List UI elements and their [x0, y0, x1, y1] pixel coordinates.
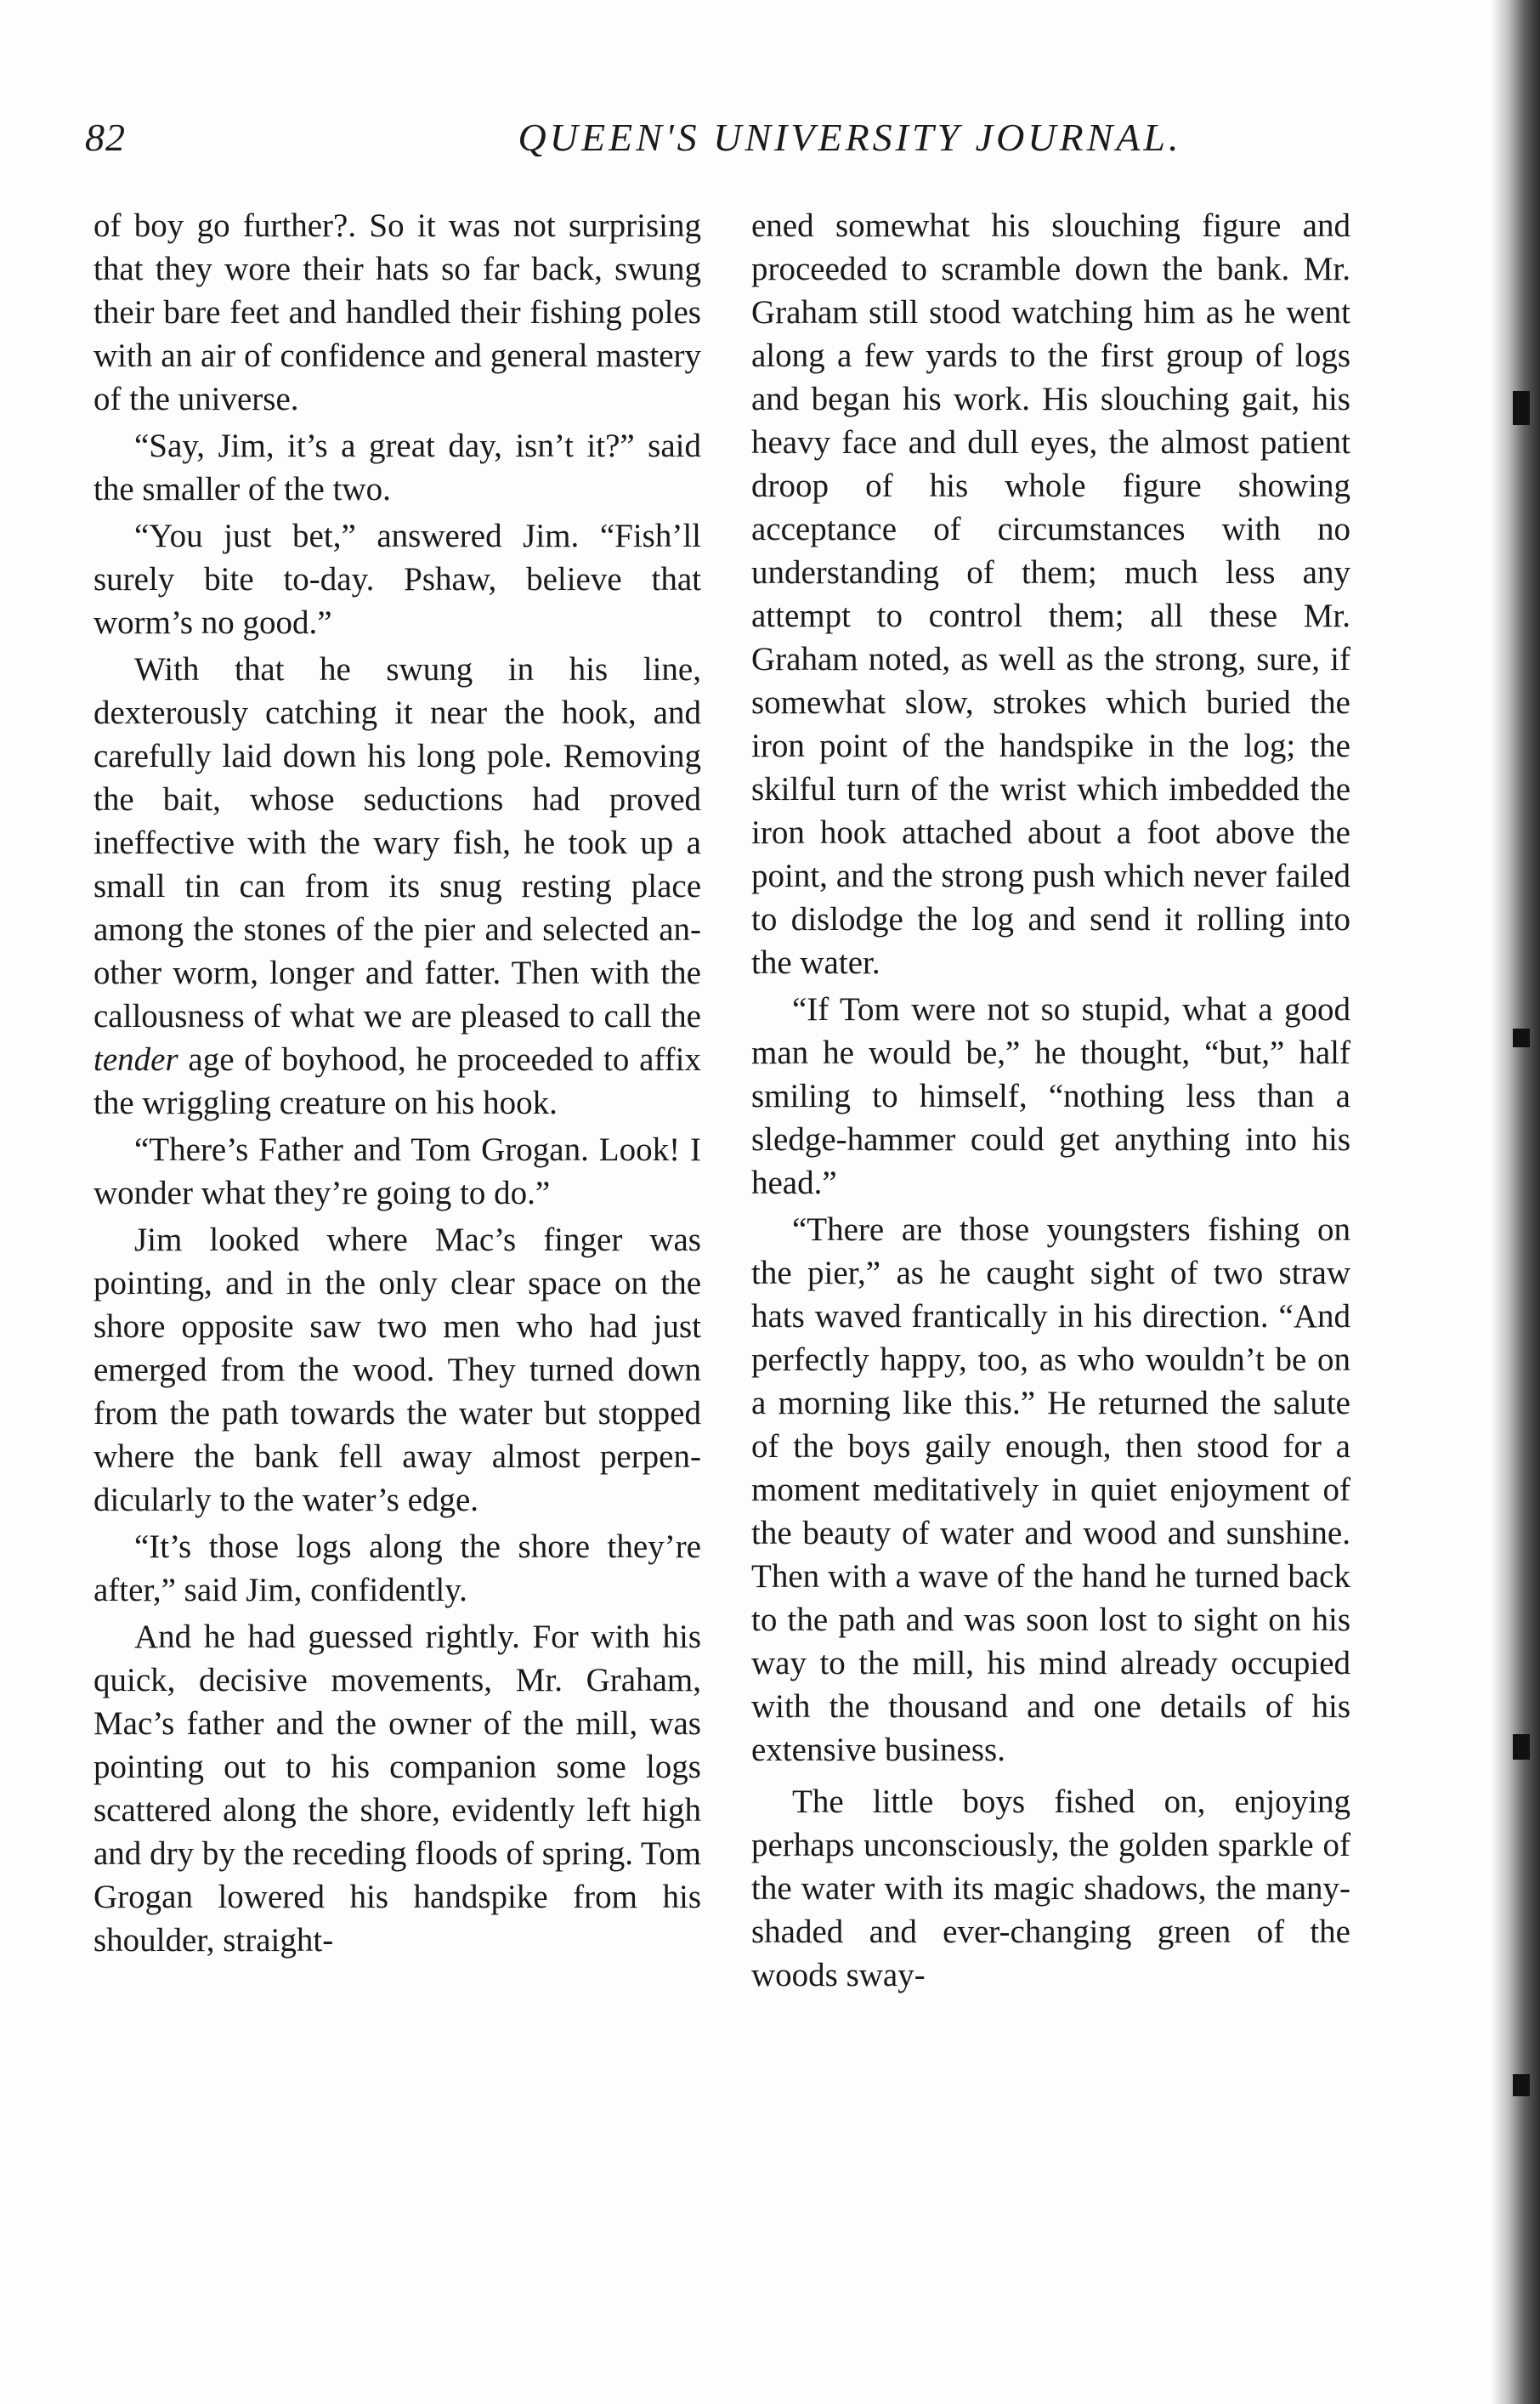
- paragraph: “There’s Father and Tom Grogan. Look! I wonder what they’re going to do.”: [93, 1131, 701, 1211]
- binding-mark: [1513, 1734, 1530, 1760]
- page-number: 82: [85, 116, 126, 159]
- paragraph: And he had guessed rightly. For with his quick, decisive movements, Mr. Graham, Mac’s father and the owner of the mill, was pointing out to his companion some logs scattered along the shore, evidently left high and dry by the receding floods of spring. Tom Grogan lowered his handspike from his shoulder, straight-: [93, 1619, 701, 1959]
- emphasis-text: tender: [93, 1041, 178, 1078]
- paragraph-text: age of boyhood, he proceeded to affix the wriggling creature on his hook.: [93, 1041, 701, 1121]
- binding-mark: [1513, 2074, 1530, 2096]
- page-header: [85, 115, 1360, 174]
- binding-shadow: [1491, 0, 1540, 2404]
- binding-mark: [1513, 391, 1530, 425]
- page-binding-edge: [1464, 0, 1540, 2404]
- left-column: [93, 204, 701, 1965]
- right-column: [751, 204, 1350, 2000]
- paragraph: “Say, Jim, it’s a great day, isn’t it?” said the smaller of the two.: [93, 428, 701, 507]
- paragraph: “You just bet,” answered Jim. “Fish’ll surely bite to-day. Pshaw, believe that worm’s no good.”: [93, 518, 701, 641]
- paragraph: of boy go further?. So it was not surprising that they wore their hats so far back, swung their bare feet and handled their fishing poles with an air of confidence and general mastery of the universe.: [93, 207, 701, 417]
- paragraph-text: With that he swung in his line, dexterously catching it near the hook, and carefully laid down his long pole. Removing the bait, whose seductions had proved ineffective with the wary fish, he took up a small tin can from its snug resting place among the stones of the pier and selected another worm, longer and fatter. Then with the callousness of what we are pleased to call the: [93, 651, 701, 1035]
- binding-mark: [1513, 1029, 1530, 1047]
- paragraph: The little boys fished on, enjoying perhaps unconsciously, the golden sparkle of the water with its magic shadows, the many-shaded and ever-changing green of the woods sway-: [751, 1783, 1350, 1993]
- paragraph: [93, 648, 701, 1125]
- paragraph: ened somewhat his slouching figure and proceeded to scramble down the bank. Mr. Graham still stood watching him as he went along a few yards to the first group of logs and began his work. His slouching gait, his heavy face and dull eyes, the almost patient droop of his whole figure showing acceptance of circumstances with no understanding of them; much less any attempt to control them; all these Mr. Graham noted, as well as the strong, sure, if somewhat slow, strokes which buried the iron point of the handspike in the log; the skilful turn of the wrist which imbedded the iron hook attached about a foot above the point, and the strong push which never failed to dislodge the log and send it rolling into the water.: [751, 207, 1350, 981]
- paragraph: “It’s those logs along the shore they’re after,” said Jim, confidently.: [93, 1528, 701, 1608]
- paragraph: “If Tom were not so stupid, what a good man he would be,” he thought, “but,” half smiling to himself, “nothing less than a sledge-hammer could get anything into his head.”: [751, 991, 1350, 1201]
- journal-title: QUEEN'S UNIVERSITY JOURNAL.: [518, 116, 1182, 159]
- paragraph: Jim looked where Mac’s finger was pointing, and in the only clear space on the shore opposite saw two men who had just emerged from the wood. They turned down from the path towards the water but stopped where the bank fell away almost perpendicularly to the water’s edge.: [93, 1222, 701, 1518]
- paragraph: “There are those youngsters fishing on the pier,” as he caught sight of two straw hats waved frantically in his direction. “And perfectly happy, too, as who wouldn’t be on a morning like this.” He returned the salute of the boys gaily enough, then stood for a moment meditatively in quiet enjoyment of the beauty of water and wood and sunshine. Then with a wave of the hand he turned back to the path and was soon lost to sight on his way to the mill, his mind already occupied with the thousand and one details of his extensive business.: [751, 1211, 1350, 1768]
